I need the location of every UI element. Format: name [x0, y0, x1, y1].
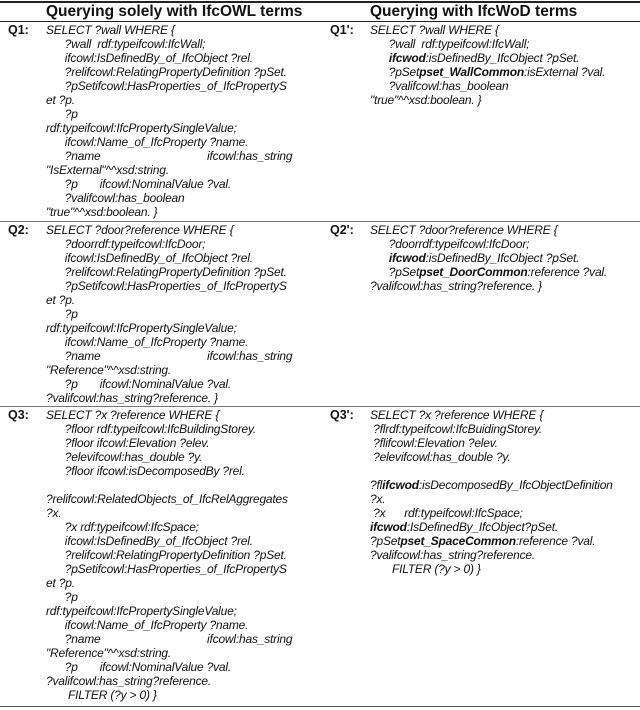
- query-text: "true"^^xsd:boolean. }: [370, 93, 482, 107]
- query-text: ?pSet: [370, 534, 401, 548]
- query-line: [46, 191, 292, 205]
- query-line: [370, 408, 613, 422]
- query-line: [370, 436, 613, 450]
- query-text: et ?p.: [46, 293, 75, 307]
- query-text: ?pSetifcowl:HasProperties_of_IfcPropertyS: [46, 279, 287, 293]
- query-text: :isDefinedBy_IfcObject ?pSet.: [425, 251, 580, 265]
- query-text: et ?p.: [46, 576, 75, 590]
- query-text: ?doorrdf:typeifcowl:IfcDoor;: [370, 237, 530, 251]
- query-label-right: Q2':: [330, 223, 354, 237]
- query-line: [370, 251, 607, 265]
- query-line: [46, 548, 292, 562]
- query-line: [370, 23, 605, 37]
- query-text: "Reference"^^xsd:string.: [46, 363, 172, 377]
- query-line: [46, 65, 292, 79]
- sparql-query-right: [370, 23, 605, 107]
- query-line: [46, 632, 292, 646]
- query-line: [46, 93, 292, 107]
- sparql-query-left: [46, 223, 292, 405]
- query-line: [46, 237, 292, 251]
- query-line: [370, 223, 607, 237]
- query-line: [46, 307, 292, 321]
- query-line: [370, 51, 605, 65]
- query-line: [46, 436, 292, 450]
- query-text: ?relifcowl:RelatingPropertyDefinition ?pSet.: [46, 65, 287, 79]
- query-line: [46, 464, 292, 478]
- query-line: [46, 422, 292, 436]
- bottom-rule: [0, 706, 640, 707]
- query-text: ?floor ifcowl:isDecomposedBy ?rel.: [46, 464, 245, 478]
- query-line: [370, 478, 613, 492]
- query-text: ?valifcowl:has_string?reference. }: [370, 279, 542, 293]
- query-text: ?relifcowl:RelatingPropertyDefinition ?pSet.: [46, 548, 287, 562]
- query-line: [46, 321, 292, 335]
- query-text: "Reference"^^xsd:string.: [46, 646, 172, 660]
- query-line: [46, 604, 292, 618]
- query-line: [46, 520, 292, 534]
- query-line: [46, 135, 292, 149]
- query-text: ?valifcowl:has_boolean: [46, 191, 185, 205]
- query-line: [46, 265, 292, 279]
- query-line: [46, 450, 292, 464]
- query-text: ?x rdf:typeifcowl:IfcSpace;: [46, 520, 199, 534]
- sparql-query-right: [370, 223, 607, 293]
- query-line: [370, 562, 613, 576]
- query-text: et ?p.: [46, 93, 75, 107]
- query-line: [46, 646, 292, 660]
- query-line: [370, 65, 605, 79]
- query-text: [370, 251, 389, 265]
- query-text: "true"^^xsd:boolean. }: [46, 205, 158, 219]
- query-text: ?pSet: [370, 65, 420, 79]
- query-text: FILTER (?y > 0) }: [370, 562, 481, 576]
- query-text: ?wall rdf:typeifcowl:IfcWall;: [370, 37, 530, 51]
- query-line: [46, 23, 292, 37]
- query-line: [370, 93, 605, 107]
- query-line: [46, 391, 292, 405]
- query-text: :IsDefinedBy_IfcObject?pSet.: [406, 520, 558, 534]
- query-line: [46, 618, 292, 632]
- query-line: [46, 377, 292, 391]
- query-line: [46, 506, 292, 520]
- query-line: [46, 279, 292, 293]
- header-right: Querying with IfcWoD terms: [370, 3, 578, 20]
- query-text: rdf:typeifcowl:IfcPropertySingleValue;: [46, 604, 237, 618]
- query-text: :isExternal ?val.: [523, 65, 606, 79]
- query-line: [46, 107, 292, 121]
- query-line: [46, 562, 292, 576]
- query-text: :isDefinedBy_IfcObject ?pSet.: [425, 51, 580, 65]
- query-line: [370, 450, 613, 464]
- query-text: SELECT ?wall WHERE {: [46, 23, 175, 37]
- query-line: [370, 492, 613, 506]
- query-text: ifcowl:Name_of_IfcProperty ?name.: [46, 335, 249, 349]
- query-line: [370, 265, 607, 279]
- query-text: ?p ifcowl:NominalValue ?val.: [46, 660, 231, 674]
- query-line: [46, 335, 292, 349]
- query-text: :reference ?val.: [527, 265, 608, 279]
- query-line: [46, 293, 292, 307]
- query-text: SELECT ?door?reference WHERE {: [46, 223, 234, 237]
- query-line: [46, 408, 292, 422]
- query-text: [370, 51, 389, 65]
- query-text: ?elevifcowl:has_double ?y.: [370, 450, 511, 464]
- query-term-bold: ifcwod: [388, 51, 426, 65]
- query-line: [370, 422, 613, 436]
- query-text: ifcowl:IsDefinedBy_of_IfcObject ?rel.: [46, 51, 253, 65]
- query-term-bold: ifcwod: [382, 478, 419, 492]
- query-text: ?name ifcowl:has_string: [46, 349, 293, 363]
- query-text: ?x rdf:typeifcowl:IfcSpace;: [370, 506, 523, 520]
- query-text: ?x.: [46, 506, 62, 520]
- sparql-query-left: [46, 23, 292, 219]
- query-line: [46, 205, 292, 219]
- query-text: SELECT ?x ?reference WHERE {: [370, 408, 544, 422]
- query-text: ?relifcowl:RelatingPropertyDefinition ?pSet.: [46, 265, 287, 279]
- query-text: ?wall rdf:typeifcowl:IfcWall;: [46, 37, 206, 51]
- query-text: ?valifcowl:has_string?reference. }: [46, 391, 218, 405]
- query-text: rdf:typeifcowl:IfcPropertySingleValue;: [46, 321, 237, 335]
- query-label-left: Q1:: [8, 23, 29, 37]
- query-line: [46, 177, 292, 191]
- sparql-query-left: [46, 408, 292, 702]
- query-text: ifcowl:Name_of_IfcProperty ?name.: [46, 135, 249, 149]
- query-text: rdf:typeifcowl:IfcPropertySingleValue;: [46, 121, 237, 135]
- query-line: [46, 534, 292, 548]
- query-text: ?relifcowl:RelatedObjects_of_IfcRelAggregates: [46, 492, 288, 506]
- query-line: [46, 492, 292, 506]
- query-line: [46, 576, 292, 590]
- query-line: [46, 660, 292, 674]
- query-line: [46, 688, 292, 702]
- query-text: ?name ifcowl:has_string: [46, 149, 293, 163]
- query-term-bold: pset_DoorCommon: [419, 265, 528, 279]
- row-divider: [0, 221, 640, 222]
- query-text: ?p ifcowl:NominalValue ?val.: [46, 377, 231, 391]
- query-line: [46, 223, 292, 237]
- query-line: [46, 478, 292, 492]
- query-label-right: Q3':: [330, 408, 354, 422]
- query-text: :isDecomposedBy_IfcObjectDefinition: [418, 478, 613, 492]
- query-text: SELECT ?x ?reference WHERE {: [46, 408, 220, 422]
- query-text: SELECT ?door?reference WHERE {: [370, 223, 558, 237]
- query-line: [46, 674, 292, 688]
- query-line: [46, 349, 292, 363]
- query-term-bold: ifcwod: [388, 251, 426, 265]
- header-rule: [0, 21, 640, 22]
- query-text: ?valifcowl:has_boolean: [370, 79, 509, 93]
- query-text: ifcowl:IsDefinedBy_of_IfcObject ?rel.: [46, 534, 253, 548]
- query-text: ?floor ifcowl:Elevation ?elev.: [46, 436, 210, 450]
- query-line: [370, 37, 605, 51]
- query-term-bold: pset_SpaceCommon: [400, 534, 516, 548]
- query-line: [46, 51, 292, 65]
- query-line: [46, 149, 292, 163]
- query-line: [370, 506, 613, 520]
- query-text: ifcowl:IsDefinedBy_of_IfcObject ?rel.: [46, 251, 253, 265]
- query-text: ?valifcowl:has_string?reference.: [46, 674, 212, 688]
- query-line: [370, 237, 607, 251]
- row-divider: [0, 406, 640, 407]
- query-line: [370, 464, 613, 478]
- query-text: ?flrdf:typeifcowl:IfcBuidingStorey.: [370, 422, 542, 436]
- query-text: ?name ifcowl:has_string: [46, 632, 293, 646]
- query-text: ?valifcowl:has_string?reference.: [370, 548, 536, 562]
- query-text: ?p: [46, 107, 78, 121]
- query-text: ?p ifcowl:NominalValue ?val.: [46, 177, 231, 191]
- query-line: [370, 548, 613, 562]
- query-line: [46, 590, 292, 604]
- query-text: ?p: [46, 590, 78, 604]
- query-line: [46, 121, 292, 135]
- query-text: ifcowl:Name_of_IfcProperty ?name.: [46, 618, 249, 632]
- query-label-left: Q3:: [8, 408, 29, 422]
- query-text: ?x.: [370, 492, 386, 506]
- query-text: ?p: [46, 307, 78, 321]
- query-text: FILTER (?y > 0) }: [46, 688, 157, 702]
- query-line: [46, 163, 292, 177]
- query-text: ?fl: [370, 478, 383, 492]
- query-line: [370, 79, 605, 93]
- query-label-right: Q1':: [330, 23, 354, 37]
- query-text: ?pSet: [370, 265, 420, 279]
- header-left: Querying solely with IfcOWL terms: [46, 3, 303, 20]
- query-line: [46, 251, 292, 265]
- query-text: ?pSetifcowl:HasProperties_of_IfcPropertyS: [46, 562, 287, 576]
- query-line: [46, 79, 292, 93]
- query-text: SELECT ?wall WHERE {: [370, 23, 499, 37]
- query-text: :reference ?val.: [515, 534, 596, 548]
- query-term-bold: ifcwod: [370, 520, 407, 534]
- query-label-left: Q2:: [8, 223, 29, 237]
- query-text: "IsExternal"^^xsd:string.: [46, 163, 169, 177]
- sparql-query-right: [370, 408, 613, 576]
- query-term-bold: pset_WallCommon: [419, 65, 524, 79]
- query-line: [370, 279, 607, 293]
- query-text: ?elevifcowl:has_double ?y.: [46, 450, 203, 464]
- query-text: ?pSetifcowl:HasProperties_of_IfcPropertyS: [46, 79, 287, 93]
- query-text: ?doorrdf:typeifcowl:IfcDoor;: [46, 237, 206, 251]
- query-text: ?flifcowl:Elevation ?elev.: [370, 436, 498, 450]
- query-line: [46, 363, 292, 377]
- query-line: [370, 520, 613, 534]
- query-text: ?floor rdf:typeifcowl:IfcBuildingStorey.: [46, 422, 257, 436]
- query-line: [46, 37, 292, 51]
- query-line: [370, 534, 613, 548]
